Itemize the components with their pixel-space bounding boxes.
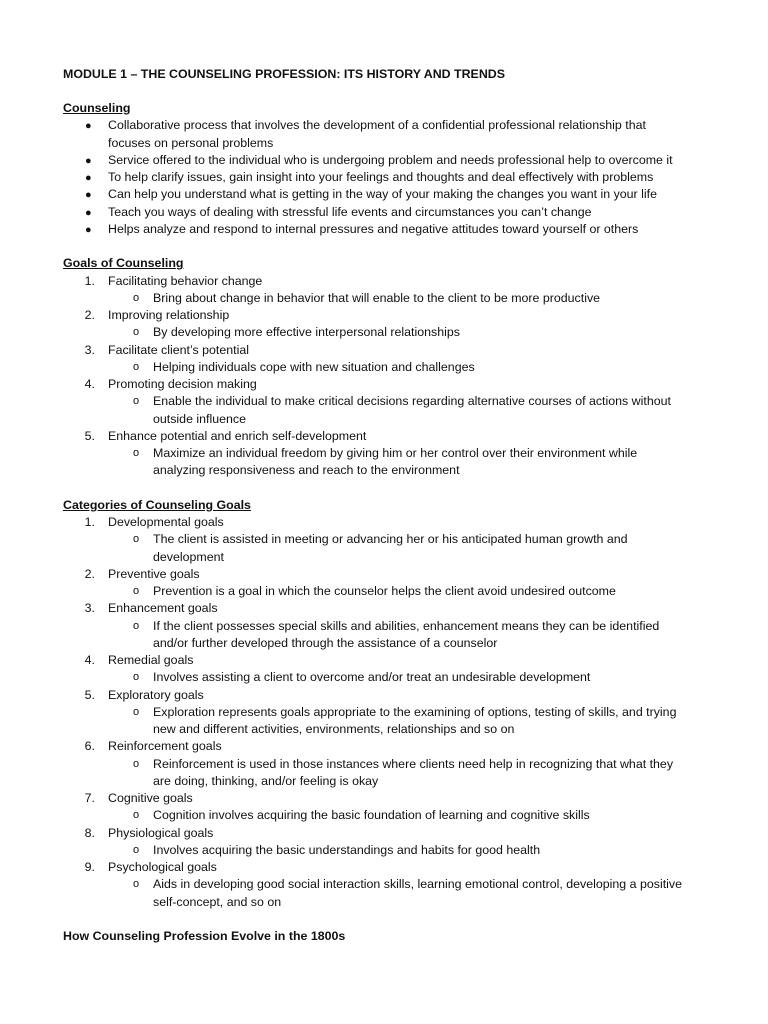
circle-bullet-icon: o xyxy=(133,705,140,718)
circle-bullet-icon: o xyxy=(133,757,140,770)
counseling-bullet-text: Teach you ways of dealing with stressful life events and circumstances you can’t change xyxy=(108,204,592,219)
list-item-label: Facilitate client’s potential xyxy=(108,342,249,357)
list-subitem-text: The client is assisted in meeting or advancing her or his anticipated human growth and xyxy=(153,532,628,547)
bullet-icon: ● xyxy=(85,154,92,167)
bullet-icon: ● xyxy=(85,206,92,219)
list-item-label: Psychological goals xyxy=(108,860,217,874)
bullet-icon: ● xyxy=(85,172,92,184)
counseling-bullet-text: To help clarify issues, gain insight into your feelings and thoughts and deal effectively with problems xyxy=(108,170,654,184)
bullet-icon: ● xyxy=(85,189,92,202)
list-number: 7. xyxy=(84,791,95,805)
list-subitem-text: Bring about change in behavior that will enable to the client to be more productive xyxy=(153,290,601,305)
list-item-label: Enhance potential and enrich self-development xyxy=(108,428,367,443)
list-item-label: Physiological goals xyxy=(108,825,214,840)
counseling-bullet-text: Collaborative process that involves the development of a confidential professional relationship that xyxy=(108,118,646,133)
list-subitem-text: Exploration represents goals appropriate to the examining of options, testing of skills, and trying xyxy=(153,704,677,719)
list-subitem-text: If the client possesses special skills and abilities, enhancement means they can be identified xyxy=(153,618,660,633)
list-subitem-text: Aids in developing good social interaction skills, learning emotional control, developing a positive xyxy=(153,877,682,892)
list-number: 9. xyxy=(84,860,95,874)
counseling-bullet-text: focuses on personal problems xyxy=(108,135,274,150)
section-heading-goals: Goals of Counseling xyxy=(63,256,184,271)
list-subitem-text: development xyxy=(153,549,224,564)
list-subitem-text: Maximize an individual freedom by giving him or her control over their environment while xyxy=(153,446,638,460)
list-subitem-text: are doing, thinking, and/or feeling is okay xyxy=(153,773,379,788)
list-number: 2. xyxy=(84,566,95,581)
list-subitem-text: Involves assisting a client to overcome and/or treat an undesirable development xyxy=(153,670,591,685)
list-item-label: Promoting decision making xyxy=(108,377,257,391)
circle-bullet-icon: o xyxy=(133,671,140,684)
list-subitem-text: By developing more effective interpersonal relationships xyxy=(153,325,460,340)
circle-bullet-icon: o xyxy=(133,843,140,856)
list-number: 1. xyxy=(84,273,95,288)
list-item-label: Enhancement goals xyxy=(108,601,218,616)
list-number: 5. xyxy=(84,428,95,443)
counseling-bullet-text: Helps analyze and respond to internal pressures and negative attitudes toward yourself or others xyxy=(108,221,639,236)
list-number: 8. xyxy=(84,825,95,840)
list-number: 1. xyxy=(84,515,95,529)
circle-bullet-icon: o xyxy=(133,619,140,632)
circle-bullet-icon: o xyxy=(133,878,140,891)
counseling-bullet-text: Service offered to the individual who is undergoing problem and needs professional help to overcome it xyxy=(108,152,673,167)
list-subitem-text: analyzing responsiveness and reach to the environment xyxy=(153,463,460,478)
list-item-label: Cognitive goals xyxy=(108,791,193,805)
circle-bullet-icon: o xyxy=(133,291,140,304)
list-subitem-text: self-concept, and so on xyxy=(153,894,282,909)
list-subitem-text: Involves acquiring the basic understandings and habits for good health xyxy=(153,842,541,857)
counseling-bullet-text: Can help you understand what is getting in the way of your making the changes you want in your life xyxy=(108,187,657,202)
list-number: 5. xyxy=(84,687,95,702)
list-subitem-text: new and different activities, environments, relationships and so on xyxy=(153,722,515,736)
section-heading-evolve: How Counseling Profession Evolve in the 1800s xyxy=(63,929,346,943)
section-heading-counseling: Counseling xyxy=(63,101,131,115)
list-number: 2. xyxy=(84,308,95,322)
list-number: 3. xyxy=(84,342,95,357)
list-subitem-text: Prevention is a goal in which the counselor helps the client avoid undesired outcome xyxy=(153,584,616,598)
list-item-label: Facilitating behavior change xyxy=(108,273,263,288)
circle-bullet-icon: o xyxy=(133,809,140,822)
list-subitem-text: Reinforcement is used in those instances where clients need help in recognizing that what they xyxy=(153,756,674,771)
list-number: 4. xyxy=(84,653,95,667)
list-item-label: Reinforcement goals xyxy=(108,739,222,754)
list-subitem-text: Cognition involves acquiring the basic foundation of learning and cognitive skills xyxy=(153,808,590,823)
page-title: MODULE 1 – THE COUNSELING PROFESSION: ITS HISTORY AND TRENDS xyxy=(63,67,505,81)
circle-bullet-icon: o xyxy=(133,395,140,408)
list-subitem-text: Enable the individual to make critical decisions regarding alternative courses of actions without xyxy=(153,394,671,409)
circle-bullet-icon: o xyxy=(133,447,140,459)
list-item-label: Preventive goals xyxy=(108,566,200,581)
circle-bullet-icon: o xyxy=(133,326,140,339)
list-number: 4. xyxy=(84,377,95,391)
circle-bullet-icon: o xyxy=(133,360,140,373)
list-subitem-text: outside influence xyxy=(153,411,246,426)
circle-bullet-icon: o xyxy=(133,585,140,597)
circle-bullet-icon: o xyxy=(133,533,140,546)
bullet-icon: ● xyxy=(85,223,92,236)
list-item-label: Improving relationship xyxy=(108,308,230,322)
bullet-icon: ● xyxy=(85,120,92,133)
list-item-label: Developmental goals xyxy=(108,515,224,529)
list-item-label: Remedial goals xyxy=(108,653,194,667)
section-heading-categories: Categories of Counseling Goals xyxy=(63,497,251,512)
list-item-label: Exploratory goals xyxy=(108,687,204,702)
list-number: 3. xyxy=(84,601,95,616)
list-subitem-text: and/or further developed through the assistance of a counselor xyxy=(153,635,498,650)
list-subitem-text: Helping individuals cope with new situation and challenges xyxy=(153,359,475,374)
list-number: 6. xyxy=(84,739,95,754)
